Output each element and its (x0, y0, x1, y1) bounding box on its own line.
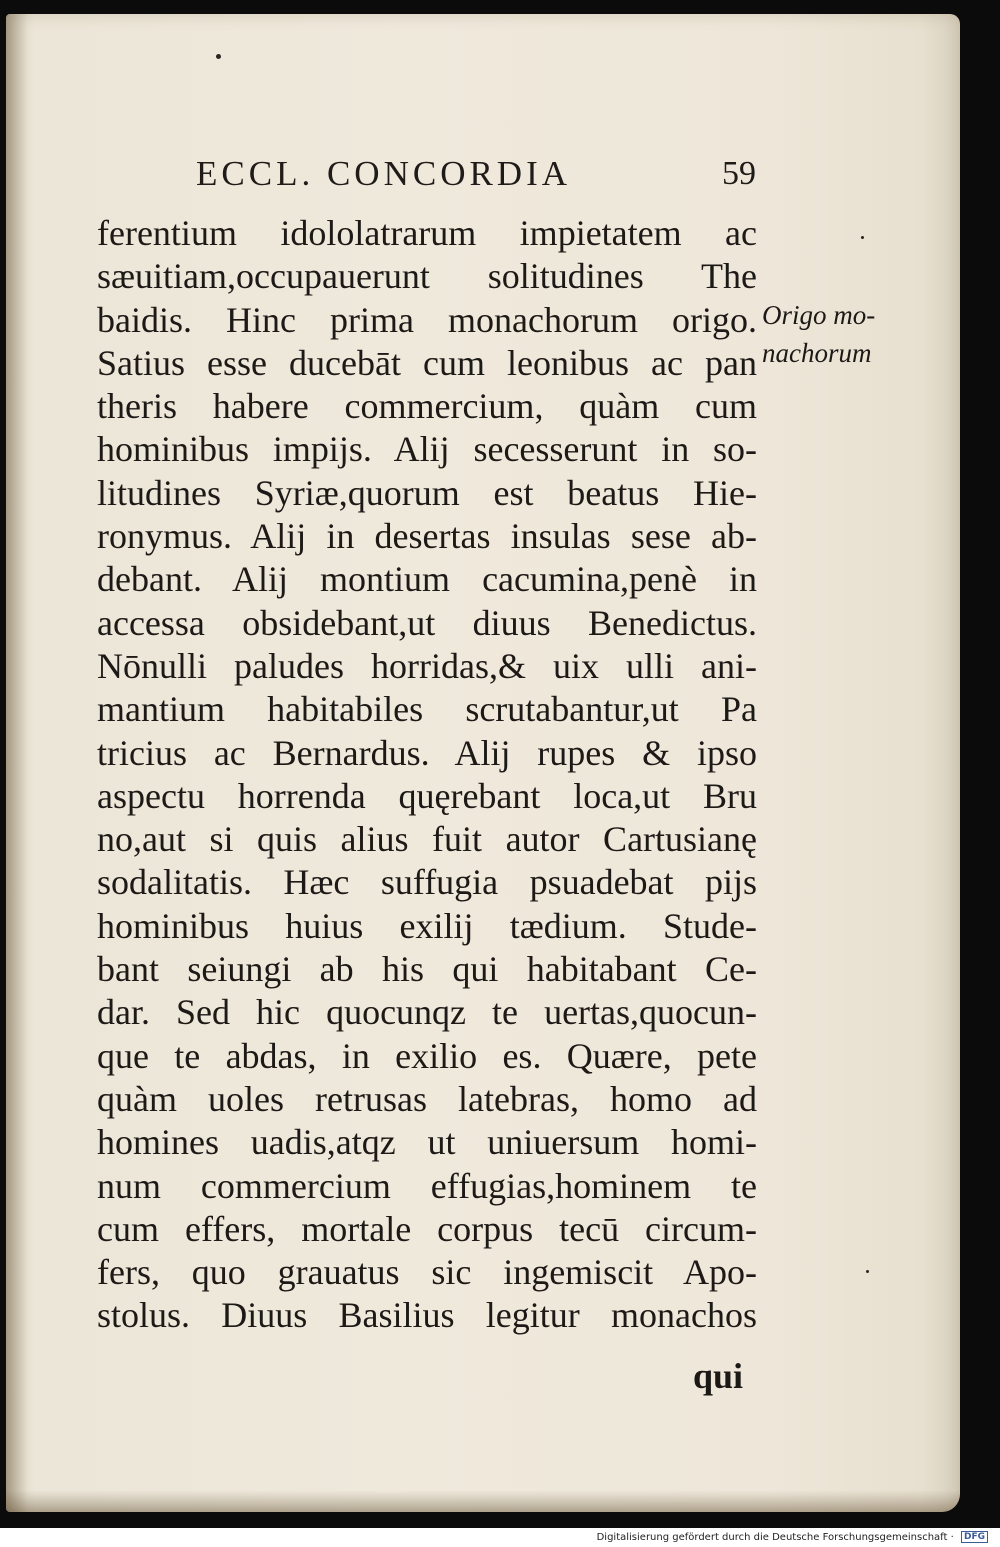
text-line: quàm uoles retrusas latebras, homo ad (97, 1078, 757, 1119)
marginal-note-line: Origo mo- (762, 300, 876, 330)
marginal-note (762, 296, 912, 372)
text-line: Nōnulli paludes horridas,& uix ulli ani- (97, 645, 757, 686)
text-line: sæuitiam,occupauerunt solitudines The (97, 256, 757, 297)
text-line: cum effers, mortale corpus tecū circum- (97, 1208, 757, 1249)
text-line: fers, quo grauatus sic ingemiscit Apo- (97, 1252, 757, 1293)
text-line: homines uadis,atqz ut uniuersum homi- (97, 1122, 757, 1163)
credit-text: Digitalisierung gefördert durch die Deutsche Forschungsgemeinschaft · (596, 1532, 954, 1543)
text-line: num commercium effugias,hominem te (97, 1165, 757, 1206)
text-line: que te abdas, in exilio es. Quære, pete (97, 1035, 757, 1076)
text-line: bant seiungi ab his qui habitabant Ce- (97, 949, 757, 990)
text-line: debant. Alij montium cacumina,penè in (97, 559, 757, 600)
text-line: hominibus huius exilij tædium. Stude- (97, 905, 757, 946)
text-line: litudines Syriæ,quorum est beatus Hie- (97, 472, 757, 513)
text-line: sodalitatis. Hæc suffugia psuadebat pijs (97, 862, 757, 903)
text-line: hominibus impijs. Alij secesserunt in so- (97, 429, 757, 470)
running-title: ECCL. CONCORDIA (196, 154, 572, 193)
text-line: no,aut si quis alius fuit autor Cartusianę (97, 819, 757, 860)
text-line: stolus. Diuus Basilius legitur monachos (97, 1295, 757, 1336)
text-line: ronymus. Alij in desertas insulas sese ab- (97, 516, 757, 557)
ink-speck (861, 236, 864, 239)
digitization-credit (597, 1531, 988, 1544)
text-line: ferentium idololatrarum impietatem ac (97, 213, 757, 253)
text-line: mantium habitabiles scrutabantur,ut Pa (97, 689, 757, 730)
page-spine-shadow (6, 14, 28, 1512)
running-header (196, 152, 756, 196)
ink-speck (866, 1270, 869, 1273)
text-line: dar. Sed hic quocunqz te uertas,quocun- (97, 992, 757, 1033)
catchword: qui (693, 1356, 744, 1396)
text-line: tricius ac Bernardus. Alij rupes & ipso (97, 732, 757, 773)
text-line: baidis. Hinc prima monachorum origo. (97, 299, 757, 340)
marginal-note-line: nachorum (762, 338, 872, 368)
text-line: aspectu horrenda quęrebant loca,ut Bru (97, 775, 757, 816)
ink-speck (216, 54, 221, 59)
text-line: accessa obsidebant,ut diuus Benedictus. (97, 602, 757, 643)
body-text (97, 212, 757, 1338)
dfg-logo: DFG (961, 1531, 988, 1543)
page-number: 59 (722, 155, 756, 192)
text-line: theris habere commercium, quàm cum (97, 386, 757, 427)
text-line: Satius esse ducebāt cum leonibus ac pan (97, 342, 757, 383)
